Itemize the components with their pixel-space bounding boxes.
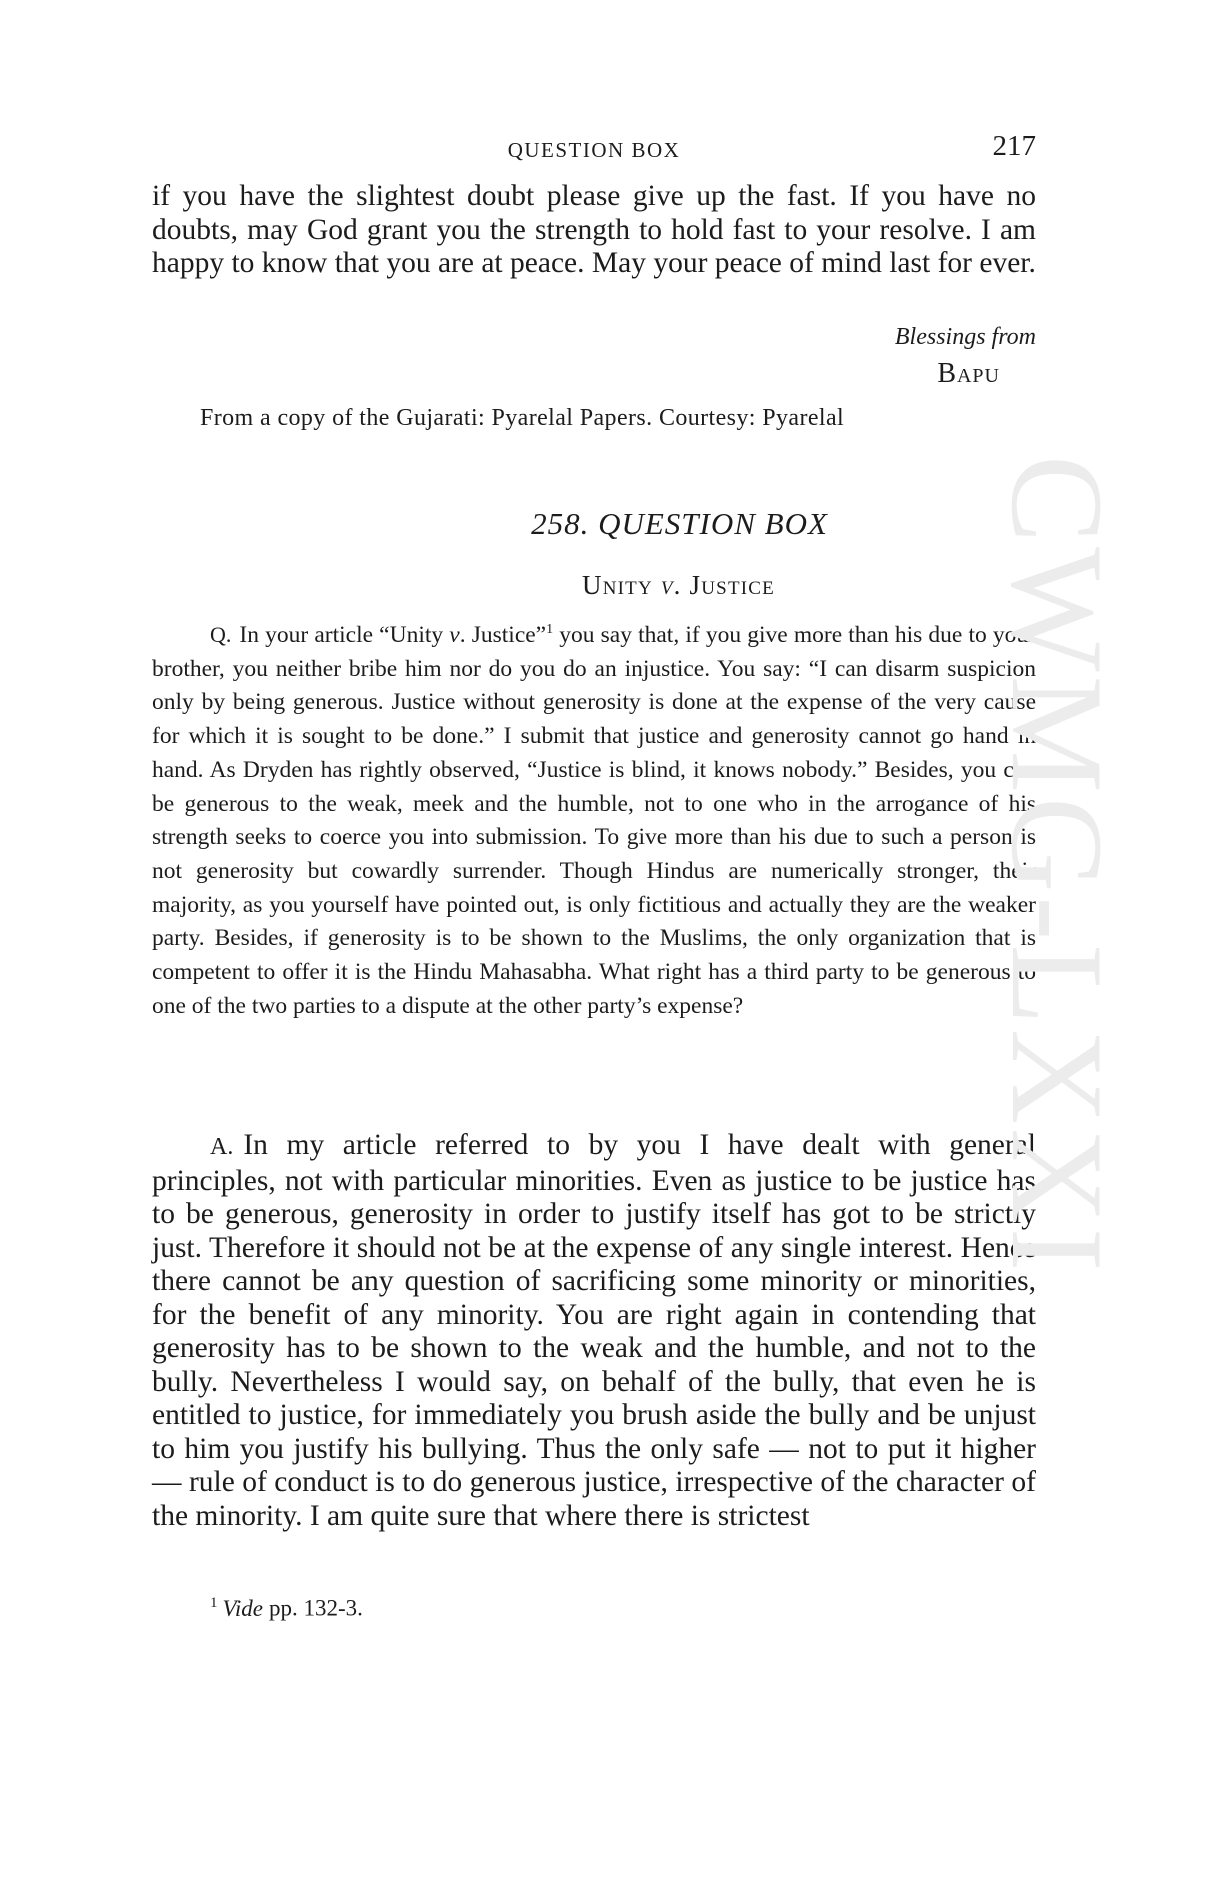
running-head: QUESTION BOX	[507, 138, 681, 162]
source-note: From a copy of the Gujarati: Pyarelal Papers. Courtesy: Pyarelal	[200, 405, 845, 431]
question-paragraph	[152, 618, 1036, 1023]
answer-lead: A.	[210, 1134, 234, 1160]
page-number: 217	[992, 130, 1036, 162]
footnote	[210, 1595, 363, 1622]
answer-text: In my article referred to by you I have dealt with general principles, not with particular minorities. Even as justice to be justice has to be generous, generosity in order to justify itself has got to be strictly just. Therefore it should not be at the expense of any single interest. Hence there cannot be any question of sacrificing some minority or minorities, for the benefit of any minority. You are right again in contending that generosity has to be shown to the weak and the humble, and not to the bully. Nevertheless I would say, on behalf of the bully, that even he is entitled to justice, for immediately you brush aside the bully and be unjust to him you justify his bullying. Thus the only safe — not to put it higher — rule of conduct is to do generous justice, irrespective of the character of the minority. I am quite sure that where there is strictest	[152, 1129, 1036, 1532]
question-text-1: In your article “Unity	[239, 622, 450, 648]
article-title: 258. QUESTION BOX	[531, 506, 828, 541]
question-text-2: . Justice”	[459, 622, 547, 648]
page-header	[152, 130, 1036, 170]
letter-paragraph: if you have the slightest doubt please give up the fast. If you have no doubts, may God grant you the strength to hold fast to your resolve. I am happy to know that you are at peace. May your peace of mind last for ever.	[152, 180, 1036, 280]
subtitle-part-b: . Justice	[673, 570, 775, 600]
answer-paragraph	[152, 1129, 1036, 1533]
footnote-reference: 1	[546, 622, 554, 638]
footnote-vide: Vide	[222, 1595, 263, 1621]
question-lead: Q.	[210, 622, 232, 647]
question-versus: v	[449, 622, 460, 648]
question-text-3: you say that, if you give more than his due to your brother, you neither bribe him nor do you do an injustice. You say: “I can disarm suspicion only by being generous. Justice without generosity is done at the expense of the very cause for which it is sought to be done.” I submit that justice and generosity cannot go hand in hand. As Dryden has rightly observed, “Justice is blind, it knows nobody.” Besides, you can be generous to the weak, meek and the humble, not to one who in the arrogance of his strength seeks to coerce you into submission. To give more than his due to such a person is not generosity but cowardly surrender. Though Hindus are numerically stronger, their majority, as you yourself have pointed out, is only fictitious and actually they are the weaker party. Besides, if generosity is to be shown to the Muslims, the only organization that is competent to offer it is the Hindu Mahasabha. What right has a third party to be generous to one of the two parties to a dispute at the other party’s expense?	[152, 622, 1036, 1019]
footnote-text: pp. 132-3.	[268, 1595, 363, 1621]
letter-signature: Bapu	[937, 358, 1000, 389]
letter-closing: Blessings from	[894, 324, 1036, 350]
subtitle-versus: v	[660, 570, 674, 600]
subtitle-part-a: Unity	[582, 570, 661, 600]
footnote-mark: 1	[210, 1595, 218, 1611]
watermark: CWMG-LXXI	[984, 455, 1131, 1276]
